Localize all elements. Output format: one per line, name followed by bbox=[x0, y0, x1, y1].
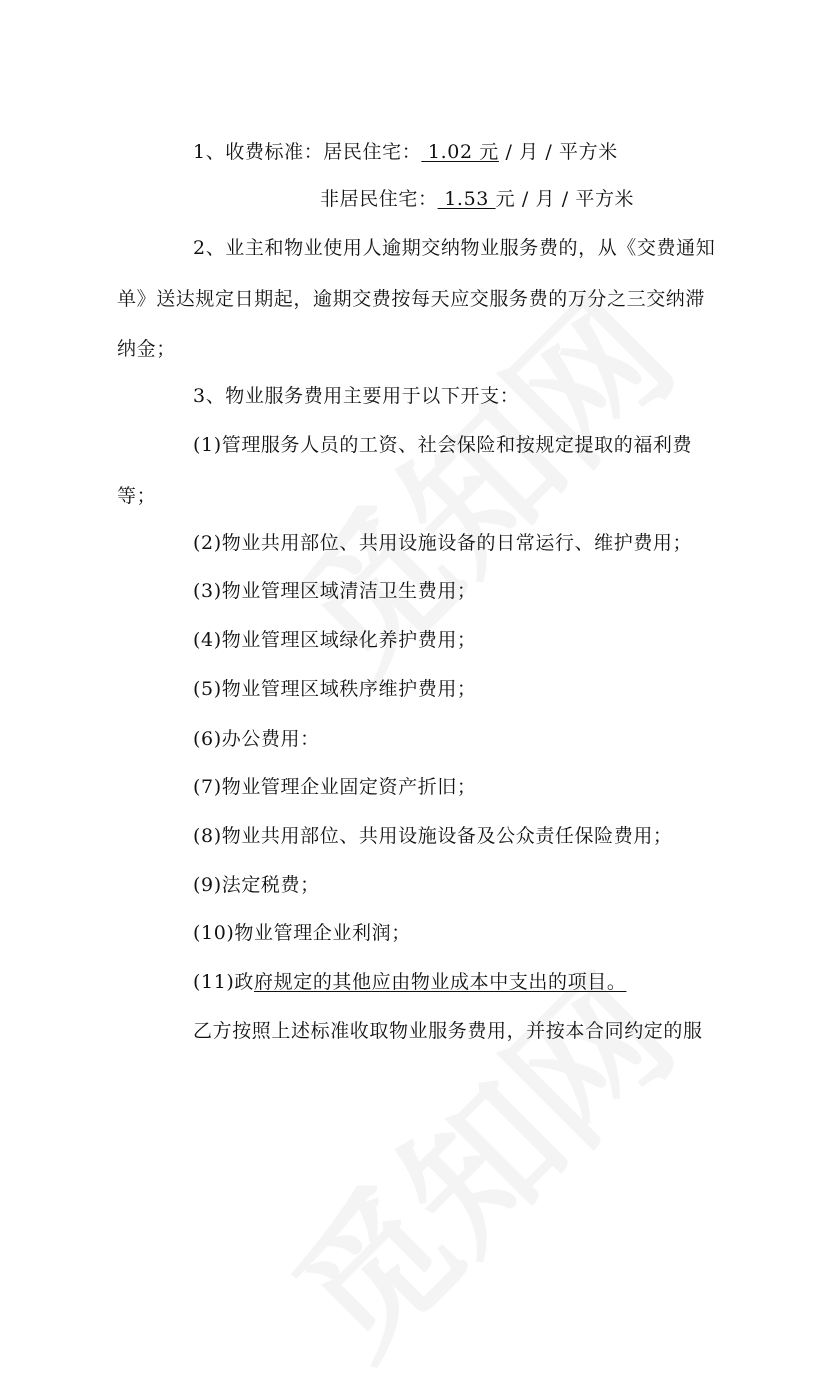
fee-standard-nonresidential bbox=[320, 187, 634, 211]
usage-item-5: (5)物业管理区域秩序维护费用； bbox=[193, 678, 477, 700]
usage-item-1-cont: 等； bbox=[117, 485, 157, 507]
late-fee-line-2: 单》送达规定日期起，逾期交费按每天应交服务费的万分之三交纳滞 bbox=[117, 288, 706, 310]
residential-label: 1、收费标准：居民住宅： bbox=[193, 141, 422, 163]
usage-item-10: (10)物业管理企业利润； bbox=[193, 922, 411, 944]
usage-item-1: (1)管理服务人员的工资、社会保险和按规定提取的福利费 bbox=[193, 434, 693, 456]
usage-item-6: (6)办公费用： bbox=[193, 728, 320, 750]
fee-standard-residential bbox=[193, 140, 618, 164]
nonresidential-unit: 元 / 月 / 平方米 bbox=[495, 188, 635, 210]
usage-item-11 bbox=[193, 970, 626, 994]
usage-item-11-prefix: (11)政 bbox=[193, 971, 255, 993]
residential-value: 1.02 元 bbox=[421, 141, 499, 163]
usage-item-7: (7)物业管理企业固定资产折旧； bbox=[193, 776, 477, 798]
usage-item-9: (9)法定税费； bbox=[193, 874, 320, 896]
late-fee-line-3: 纳金； bbox=[117, 338, 176, 360]
usage-item-4: (4)物业管理区域绿化养护费用； bbox=[193, 629, 477, 651]
usage-item-3: (3)物业管理区域清洁卫生费用； bbox=[193, 580, 477, 602]
usage-item-2: (2)物业共用部位、共用设施设备的日常运行、维护费用； bbox=[193, 532, 693, 554]
closing-line-1: 乙方按照上述标准收取物业服务费用，并按本合同约定的服 bbox=[193, 1020, 703, 1042]
late-fee-line-1: 2、业主和物业使用人逾期交纳物业服务费的，从《交费通知 bbox=[193, 237, 716, 259]
nonresidential-value: 1.53 bbox=[437, 188, 496, 210]
residential-unit: / 月 / 平方米 bbox=[498, 141, 618, 163]
usage-item-11-text: 府规定的其他应由物业成本中支出的项目。 bbox=[254, 971, 627, 993]
usage-item-8: (8)物业共用部位、共用设施设备及公众责任保险费用； bbox=[193, 825, 673, 847]
usage-heading: 3、物业服务费用主要用于以下开支： bbox=[193, 385, 520, 407]
nonresidential-label: 非居民住宅： bbox=[320, 188, 438, 210]
